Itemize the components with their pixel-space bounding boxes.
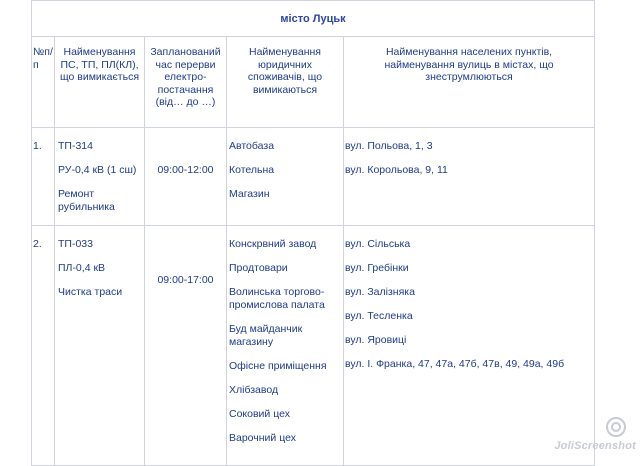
consumer-item: Офісне приміщення bbox=[229, 360, 327, 372]
header-object-line: що вимикається bbox=[59, 71, 140, 83]
header-time bbox=[145, 37, 227, 128]
consumers-cell bbox=[227, 226, 344, 466]
consumer-item: Волинська торгово- промислова палата bbox=[229, 286, 325, 311]
consumer-item: Хлібзавод bbox=[229, 384, 279, 396]
header-number bbox=[32, 37, 55, 128]
row-number-cell bbox=[32, 128, 55, 226]
city-row bbox=[32, 1, 595, 37]
consumer-item: Автобаза bbox=[229, 140, 275, 152]
header-time-line: постачання bbox=[157, 83, 214, 96]
header-streets-line: найменування вулиць в містах, що bbox=[384, 58, 554, 71]
streets-cell bbox=[344, 226, 595, 466]
street-item: вул. Яровиці bbox=[345, 334, 407, 346]
consumer-item: Варочний цех bbox=[229, 432, 296, 444]
streets-cell bbox=[344, 128, 595, 226]
time-range: 09:00-12:00 bbox=[157, 164, 214, 176]
header-object-line: ПС, ТП, ПЛ(КЛ), bbox=[60, 58, 139, 71]
object-line: Ремонт рубильника bbox=[58, 188, 115, 213]
object-cell bbox=[55, 128, 145, 226]
street-item: вул. Корольова, 9, 11 bbox=[345, 164, 448, 176]
row-number: 1. bbox=[33, 140, 42, 152]
consumer-item: Магазин bbox=[229, 188, 270, 200]
time-cell bbox=[145, 226, 227, 466]
object-line: РУ-0,4 кВ (1 сш) bbox=[58, 164, 137, 176]
header-streets bbox=[344, 37, 595, 128]
object-line: ТП-033 bbox=[58, 238, 93, 250]
header-time-line: час перерви bbox=[155, 58, 216, 71]
street-item: вул. Польова, 1, 3 bbox=[345, 140, 433, 152]
consumer-item: Буд майданчик магазину bbox=[229, 323, 303, 348]
row-number: 2. bbox=[33, 238, 42, 250]
table-row bbox=[32, 226, 595, 466]
header-number-line: №п/ bbox=[33, 46, 53, 58]
header-time-line: Запланований bbox=[150, 46, 221, 58]
header-consumers-line: Найменування bbox=[249, 46, 321, 58]
header-consumers bbox=[227, 37, 344, 128]
camera-logo-icon bbox=[605, 416, 627, 438]
consumer-item: Продтовари bbox=[229, 262, 288, 274]
consumer-item: Соковий цех bbox=[229, 408, 290, 420]
street-item: вул. Залізняка bbox=[345, 286, 415, 298]
header-object-line: Найменування bbox=[63, 46, 136, 58]
object-cell bbox=[55, 226, 145, 466]
header-object bbox=[55, 37, 145, 128]
consumer-item: Конскрвний завод bbox=[229, 238, 317, 250]
header-row bbox=[32, 37, 595, 128]
header-time-line: (від… до …) bbox=[155, 96, 216, 108]
street-item: вул. Тесленка bbox=[345, 310, 413, 322]
header-number-line: п bbox=[33, 58, 39, 71]
consumer-item: Котельна bbox=[229, 164, 275, 176]
watermark-text: JoliScreenshot bbox=[554, 440, 636, 452]
header-streets-line: Найменування населених пунктів, bbox=[385, 46, 553, 58]
object-line: ПЛ-0,4 кВ bbox=[58, 262, 106, 274]
row-number-cell bbox=[32, 226, 55, 466]
header-time-line: електро- bbox=[164, 71, 207, 83]
time-range: 09:00-17:00 bbox=[157, 274, 214, 286]
street-item: вул. Гребінки bbox=[345, 262, 409, 274]
header-streets-line: знеструмлюються bbox=[425, 71, 513, 83]
header-consumers-line: вимикаються bbox=[252, 83, 318, 96]
city-title: місто Луцьк bbox=[32, 1, 595, 37]
header-consumers-line: споживачів, що bbox=[247, 71, 323, 83]
table-row bbox=[32, 128, 595, 226]
object-line: Чистка траси bbox=[58, 286, 123, 298]
object-line: ТП-314 bbox=[58, 140, 93, 152]
street-item: вул. І. Франка, 47, 47а, 47б, 47в, 49, 49а, 49б bbox=[345, 358, 565, 370]
outage-schedule-table bbox=[31, 0, 595, 466]
street-item: вул. Сільська bbox=[345, 238, 411, 250]
consumers-cell bbox=[227, 128, 344, 226]
header-consumers-line: юридичних bbox=[258, 58, 312, 71]
time-cell bbox=[145, 128, 227, 226]
